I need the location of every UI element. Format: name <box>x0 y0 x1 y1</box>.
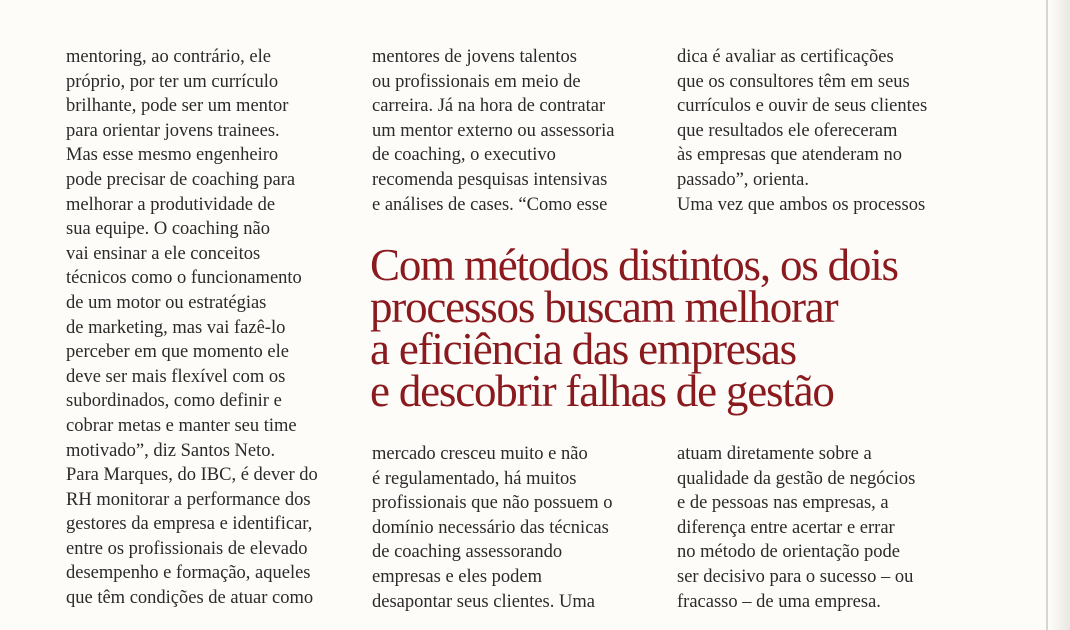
text-line: de coaching, o executivo <box>372 145 556 166</box>
text-line: no método de orientação pode <box>677 542 900 563</box>
article-column-2-top <box>372 45 615 217</box>
text-line: Mas esse mesmo engenheiro <box>66 145 279 166</box>
text-line: que têm condições de atuar como <box>66 588 314 609</box>
text-line: para orientar jovens trainees. <box>66 120 280 141</box>
text-line: diferença entre acertar e errar <box>677 517 895 538</box>
text-line: técnicos como o funcionamento <box>66 268 302 289</box>
text-line: de coaching assessorando <box>372 542 563 563</box>
text-line: mentores de jovens talentos <box>372 47 577 67</box>
text-line: passado”, orienta. <box>677 169 810 190</box>
text-line: RH monitorar a performance dos <box>66 489 311 510</box>
text-line: entre os profissionais de elevado <box>66 538 308 559</box>
text-line: ou profissionais em meio de <box>372 71 581 92</box>
text-line: próprio, por ter um currículo <box>66 71 279 92</box>
article-column-1 <box>66 45 318 611</box>
text-line: a eficiência das empresas <box>370 324 796 374</box>
text-line: atuam diretamente sobre a <box>677 444 872 464</box>
text-line: desapontar seus clientes. Uma <box>372 591 595 612</box>
text-line: e análises de cases. “Como esse <box>372 194 608 215</box>
text-line: carreira. Já na hora de contratar <box>372 96 606 117</box>
text-line: pode precisar de coaching para <box>66 169 296 190</box>
text-line: melhorar a produtividade de <box>66 194 276 215</box>
text-line: currículos e ouvir de seus clientes <box>677 96 928 117</box>
text-line: é regulamentado, há muitos <box>372 468 577 489</box>
text-line: dica é avaliar as certificações <box>677 47 894 67</box>
text-line: Uma vez que ambos os processos <box>677 194 926 215</box>
text-line: que os consultores têm em seus <box>677 71 910 92</box>
pull-quote <box>370 240 898 416</box>
page-gutter-shadow <box>1050 0 1070 630</box>
article-column-3-bottom <box>677 442 915 614</box>
text-line: um mentor externo ou assessoria <box>372 120 615 141</box>
text-line: profissionais que não possuem o <box>372 493 613 514</box>
text-line: gestores da empresa e identificar, <box>66 514 313 535</box>
text-line: sua equipe. O coaching não <box>66 219 270 240</box>
text-line: e de pessoas nas empresas, a <box>677 493 889 514</box>
text-line: brilhante, pode ser um mentor <box>66 96 289 117</box>
text-line: perceber em que momento ele <box>66 342 289 363</box>
text-line: e descobrir falhas de gestão <box>370 366 834 416</box>
text-line: deve ser mais flexível com os <box>66 366 286 387</box>
article-column-2-bottom <box>372 442 612 614</box>
text-line: subordinados, como definir e <box>66 391 282 412</box>
text-line: de um motor ou estratégias <box>66 292 267 313</box>
text-line: vai ensinar a ele conceitos <box>66 243 261 264</box>
article-column-3-top <box>677 45 927 217</box>
text-line: às empresas que atenderam no <box>677 145 902 166</box>
text-line: qualidade da gestão de negócios <box>677 468 916 489</box>
text-line: domínio necessário das técnicas <box>372 517 609 538</box>
text-line: Com métodos distintos, os dois <box>370 240 898 290</box>
text-line: mercado cresceu muito e não <box>372 444 588 464</box>
text-line: motivado”, diz Santos Neto. <box>66 440 276 461</box>
text-line: de marketing, mas vai fazê-lo <box>66 317 286 338</box>
text-line: fracasso – de uma empresa. <box>677 591 881 612</box>
text-line: ser decisivo para o sucesso – ou <box>677 566 914 587</box>
text-line: mentoring, ao contrário, ele <box>66 47 271 67</box>
text-line: empresas e eles podem <box>372 566 543 587</box>
text-line: recomenda pesquisas intensivas <box>372 169 608 190</box>
text-line: Para Marques, do IBC, é dever do <box>66 465 318 486</box>
page-edge <box>1046 0 1048 630</box>
text-line: desempenho e formação, aqueles <box>66 563 311 584</box>
text-line: que resultados ele ofereceram <box>677 120 898 141</box>
text-line: processos buscam melhorar <box>370 282 838 332</box>
text-line: cobrar metas e manter seu time <box>66 415 297 436</box>
